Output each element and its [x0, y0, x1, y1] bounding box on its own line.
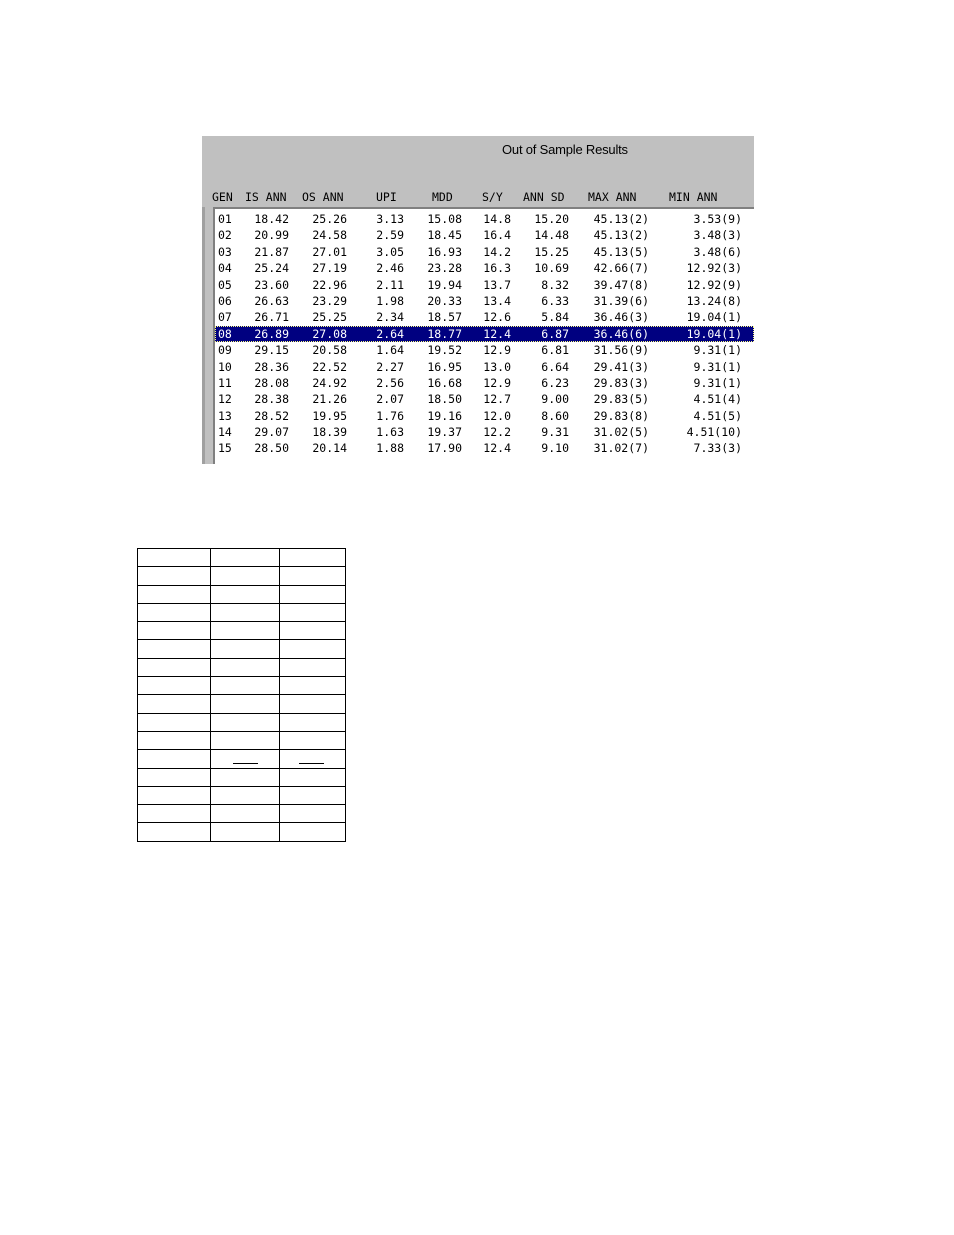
cell-os-ann: 27.19 — [312, 261, 347, 276]
column-header-sy[interactable]: S/Y — [482, 190, 503, 204]
blank-table-row — [138, 823, 346, 841]
cell-min-ann: 13.24(8) — [686, 293, 742, 308]
blank-table-cell — [211, 823, 280, 841]
cell-sy: 14.8 — [483, 212, 511, 226]
cell-is-ann: 26.89 — [254, 326, 289, 341]
table-row[interactable] — [215, 359, 754, 375]
cell-gen: 08 — [218, 326, 232, 341]
cell-upi: 3.05 — [376, 244, 404, 259]
blank-table-cell — [138, 805, 211, 823]
blank-table-cell — [280, 603, 346, 621]
cell-gen: 10 — [218, 359, 232, 374]
column-header-ann-sd[interactable]: ANN SD — [523, 190, 565, 204]
blank-table-cell — [280, 805, 346, 823]
cell-max-ann: 31.56(9) — [593, 343, 649, 358]
cell-upi: 2.64 — [376, 326, 404, 341]
cell-ann-sd: 15.20 — [534, 212, 569, 226]
blank-table-cell — [280, 768, 346, 786]
cell-gen: 11 — [218, 375, 232, 390]
blank-table-cell — [211, 567, 280, 585]
grid-left-strip — [202, 207, 213, 464]
cell-is-ann: 28.08 — [254, 375, 289, 390]
cell-min-ann: 19.04(1) — [686, 326, 742, 341]
blank-table-cell — [138, 768, 211, 786]
blank-table-cell — [211, 677, 280, 695]
cell-sy: 12.4 — [483, 326, 511, 341]
cell-max-ann: 31.39(6) — [593, 293, 649, 308]
cell-sy: 12.6 — [483, 310, 511, 325]
cell-min-ann: 3.48(6) — [693, 244, 742, 259]
cell-os-ann: 25.25 — [312, 310, 347, 325]
cell-max-ann: 29.83(5) — [593, 392, 649, 407]
table-row[interactable] — [215, 424, 754, 440]
blank-table-cell — [280, 622, 346, 640]
blank-table-cell — [138, 750, 211, 768]
cell-os-ann: 24.92 — [312, 375, 347, 390]
cell-min-ann: 4.51(5) — [693, 408, 742, 423]
cell-min-ann: 9.31(1) — [693, 375, 742, 390]
cell-min-ann: 9.31(1) — [693, 343, 742, 358]
cell-upi: 1.76 — [376, 408, 404, 423]
column-header-os-ann[interactable]: OS ANN — [302, 190, 344, 204]
cell-mdd: 18.57 — [427, 310, 462, 325]
blank-table-cell — [280, 750, 346, 768]
blank-table-cell — [211, 603, 280, 621]
cell-upi: 2.11 — [376, 277, 404, 292]
cell-ann-sd: 9.00 — [541, 392, 569, 407]
blank-table-row — [138, 768, 346, 786]
blank-table-cell — [138, 677, 211, 695]
cell-upi: 1.63 — [376, 425, 404, 440]
cell-ann-sd: 8.60 — [541, 408, 569, 423]
blank-table-cell — [211, 731, 280, 749]
cell-ann-sd: 8.32 — [541, 277, 569, 292]
cell-min-ann: 3.53(9) — [693, 212, 742, 226]
cell-sy: 12.0 — [483, 408, 511, 423]
cell-upi: 2.46 — [376, 261, 404, 276]
column-header-max-ann[interactable]: MAX ANN — [588, 190, 637, 204]
cell-os-ann: 24.58 — [312, 228, 347, 243]
blank-table-cell — [211, 768, 280, 786]
table-row[interactable] — [215, 440, 754, 456]
blank-table-row — [138, 677, 346, 695]
cell-os-ann: 22.52 — [312, 359, 347, 374]
blank-table-cell — [280, 658, 346, 676]
blank-table-row — [138, 549, 346, 567]
cell-gen: 14 — [218, 425, 232, 440]
cell-sy: 13.4 — [483, 293, 511, 308]
table-row[interactable] — [215, 277, 754, 293]
cell-max-ann: 36.46(3) — [593, 310, 649, 325]
cell-mdd: 15.08 — [427, 212, 462, 226]
blank-table-cell — [138, 567, 211, 585]
blank-table-cell — [211, 786, 280, 804]
cell-upi: 1.98 — [376, 293, 404, 308]
blank-table-cell — [138, 622, 211, 640]
cell-ann-sd: 6.64 — [541, 359, 569, 374]
cell-mdd: 18.45 — [427, 228, 462, 243]
cell-os-ann: 27.08 — [312, 326, 347, 341]
cell-upi: 2.59 — [376, 228, 404, 243]
cell-mdd: 18.77 — [427, 326, 462, 341]
blank-table-cell — [280, 731, 346, 749]
blank-table-cell — [280, 549, 346, 567]
cell-gen: 04 — [218, 261, 232, 276]
cell-mdd: 20.33 — [427, 293, 462, 308]
cell-min-ann: 19.04(1) — [686, 310, 742, 325]
cell-os-ann: 27.01 — [312, 244, 347, 259]
cell-upi: 2.34 — [376, 310, 404, 325]
cell-ann-sd: 6.81 — [541, 343, 569, 358]
blank-table-cell — [211, 585, 280, 603]
cell-sy: 13.7 — [483, 277, 511, 292]
table-row[interactable] — [215, 408, 754, 424]
cell-gen: 09 — [218, 343, 232, 358]
cell-gen: 15 — [218, 441, 232, 456]
cell-gen: 12 — [218, 392, 232, 407]
cell-ann-sd: 10.69 — [534, 261, 569, 276]
table-row[interactable] — [215, 309, 754, 325]
cell-gen: 13 — [218, 408, 232, 423]
cell-mdd: 19.16 — [427, 408, 462, 423]
cell-is-ann: 18.42 — [254, 212, 289, 226]
blank-table-row — [138, 805, 346, 823]
blank-table-cell — [280, 585, 346, 603]
column-headers — [202, 189, 754, 205]
cell-is-ann: 28.38 — [254, 392, 289, 407]
blank-table-cell — [211, 750, 280, 768]
cell-ann-sd: 9.31 — [541, 425, 569, 440]
table-row[interactable] — [215, 391, 754, 407]
cell-mdd: 19.94 — [427, 277, 462, 292]
cell-os-ann: 20.58 — [312, 343, 347, 358]
blank-table-row — [138, 603, 346, 621]
table-row[interactable] — [215, 211, 754, 227]
cell-min-ann: 4.51(4) — [693, 392, 742, 407]
cell-sy: 12.7 — [483, 392, 511, 407]
cell-is-ann: 26.63 — [254, 293, 289, 308]
blank-table-cell — [138, 823, 211, 841]
blank-table-row — [138, 786, 346, 804]
cell-sy: 12.4 — [483, 441, 511, 456]
cell-max-ann: 31.02(7) — [593, 441, 649, 456]
cell-gen: 06 — [218, 293, 232, 308]
table-row[interactable] — [215, 260, 754, 276]
cell-os-ann: 22.96 — [312, 277, 347, 292]
cell-is-ann: 26.71 — [254, 310, 289, 325]
cell-mdd: 16.95 — [427, 359, 462, 374]
cell-is-ann: 28.52 — [254, 408, 289, 423]
cell-gen: 03 — [218, 244, 232, 259]
column-header-is-ann[interactable]: IS ANN — [245, 190, 287, 204]
cell-min-ann: 3.48(3) — [693, 228, 742, 243]
cell-upi: 1.88 — [376, 441, 404, 456]
cell-mdd: 16.68 — [427, 375, 462, 390]
column-header-upi[interactable]: UPI — [376, 190, 397, 204]
blank-table-row — [138, 695, 346, 713]
blank-table-cell — [211, 658, 280, 676]
cell-os-ann: 25.26 — [312, 212, 347, 226]
cell-is-ann: 29.15 — [254, 343, 289, 358]
blank-table-cell — [280, 823, 346, 841]
blank-table-cell — [138, 713, 211, 731]
cell-os-ann: 21.26 — [312, 392, 347, 407]
blank-table-cell — [138, 658, 211, 676]
cell-ann-sd: 9.10 — [541, 441, 569, 456]
blank-table-row — [138, 585, 346, 603]
blank-table-cell — [138, 786, 211, 804]
blank-table-cell — [211, 640, 280, 658]
blank-table-cell — [280, 786, 346, 804]
cell-max-ann: 31.02(5) — [593, 425, 649, 440]
results-grid-rows — [215, 211, 754, 457]
blank-table-row — [138, 750, 346, 768]
cell-sy: 13.0 — [483, 359, 511, 374]
cell-is-ann: 28.36 — [254, 359, 289, 374]
results-panel — [202, 136, 754, 464]
cell-gen: 01 — [218, 212, 232, 226]
cell-min-ann: 4.51(10) — [686, 425, 742, 440]
cell-is-ann: 28.50 — [254, 441, 289, 456]
blank-table — [137, 548, 346, 842]
blank-table-row — [138, 731, 346, 749]
cell-upi: 2.56 — [376, 375, 404, 390]
cell-max-ann: 42.66(7) — [593, 261, 649, 276]
cell-upi: 2.27 — [376, 359, 404, 374]
cell-max-ann: 45.13(5) — [593, 244, 649, 259]
blank-table-row — [138, 658, 346, 676]
cell-max-ann: 29.83(3) — [593, 375, 649, 390]
cell-ann-sd: 6.23 — [541, 375, 569, 390]
blank-table-row — [138, 567, 346, 585]
cell-os-ann: 18.39 — [312, 425, 347, 440]
blank-table-row — [138, 622, 346, 640]
cell-max-ann: 29.83(8) — [593, 408, 649, 423]
blank-table-cell — [138, 640, 211, 658]
cell-gen: 07 — [218, 310, 232, 325]
cell-max-ann: 36.46(6) — [593, 326, 649, 341]
cell-sy: 16.4 — [483, 228, 511, 243]
blank-table-cell — [280, 677, 346, 695]
cell-mdd: 18.50 — [427, 392, 462, 407]
cell-sy: 12.9 — [483, 375, 511, 390]
cell-mdd: 17.90 — [427, 441, 462, 456]
cell-max-ann: 39.47(8) — [593, 277, 649, 292]
cell-is-ann: 20.99 — [254, 228, 289, 243]
cell-is-ann: 21.87 — [254, 244, 289, 259]
cell-max-ann: 45.13(2) — [593, 228, 649, 243]
cell-min-ann: 12.92(9) — [686, 277, 742, 292]
blank-table-cell — [211, 622, 280, 640]
panel-title: Out of Sample Results — [502, 142, 628, 157]
table-row[interactable] — [215, 375, 754, 391]
blank-table-cell — [138, 695, 211, 713]
cell-upi: 1.64 — [376, 343, 404, 358]
blank-table-cell — [211, 713, 280, 731]
column-header-min-ann[interactable]: MIN ANN — [669, 190, 718, 204]
cell-gen: 02 — [218, 228, 232, 243]
cell-ann-sd: 6.87 — [541, 326, 569, 341]
cell-sy: 12.9 — [483, 343, 511, 358]
cell-ann-sd: 6.33 — [541, 293, 569, 308]
blank-table-cell — [280, 567, 346, 585]
table-row[interactable] — [215, 293, 754, 309]
cell-mdd: 19.52 — [427, 343, 462, 358]
cell-is-ann: 25.24 — [254, 261, 289, 276]
cell-mdd: 23.28 — [427, 261, 462, 276]
blank-table-cell — [138, 549, 211, 567]
table-row[interactable] — [215, 342, 754, 358]
blank-table-cell — [211, 805, 280, 823]
cell-max-ann: 45.13(2) — [593, 212, 649, 226]
cell-underline — [233, 763, 258, 764]
cell-min-ann: 12.92(3) — [686, 261, 742, 276]
cell-ann-sd: 5.84 — [541, 310, 569, 325]
column-header-mdd[interactable]: MDD — [432, 190, 453, 204]
blank-table-cell — [211, 549, 280, 567]
blank-table-cell — [280, 713, 346, 731]
blank-table-cell — [211, 695, 280, 713]
cell-ann-sd: 15.25 — [534, 244, 569, 259]
cell-underline — [299, 763, 324, 764]
cell-sy: 14.2 — [483, 244, 511, 259]
cell-is-ann: 29.07 — [254, 425, 289, 440]
cell-max-ann: 29.41(3) — [593, 359, 649, 374]
blank-table-row — [138, 640, 346, 658]
cell-min-ann: 9.31(1) — [693, 359, 742, 374]
grid-left-border — [202, 207, 205, 464]
blank-table-cell — [280, 695, 346, 713]
cell-sy: 12.2 — [483, 425, 511, 440]
cell-os-ann: 19.95 — [312, 408, 347, 423]
blank-table-cell — [138, 731, 211, 749]
cell-os-ann: 20.14 — [312, 441, 347, 456]
table-row[interactable] — [215, 227, 754, 243]
cell-upi: 3.13 — [376, 212, 404, 226]
cell-upi: 2.07 — [376, 392, 404, 407]
cell-ann-sd: 14.48 — [534, 228, 569, 243]
cell-gen: 05 — [218, 277, 232, 292]
cell-mdd: 16.93 — [427, 244, 462, 259]
table-row-selected[interactable] — [215, 326, 754, 342]
cell-mdd: 19.37 — [427, 425, 462, 440]
blank-table-cell — [138, 585, 211, 603]
blank-table-cell — [138, 603, 211, 621]
results-grid[interactable] — [213, 207, 754, 464]
cell-is-ann: 23.60 — [254, 277, 289, 292]
table-row[interactable] — [215, 244, 754, 260]
cell-os-ann: 23.29 — [312, 293, 347, 308]
cell-sy: 16.3 — [483, 261, 511, 276]
blank-table-cell — [280, 640, 346, 658]
blank-table-row — [138, 713, 346, 731]
cell-min-ann: 7.33(3) — [693, 441, 742, 456]
column-header-gen[interactable]: GEN — [212, 190, 233, 204]
